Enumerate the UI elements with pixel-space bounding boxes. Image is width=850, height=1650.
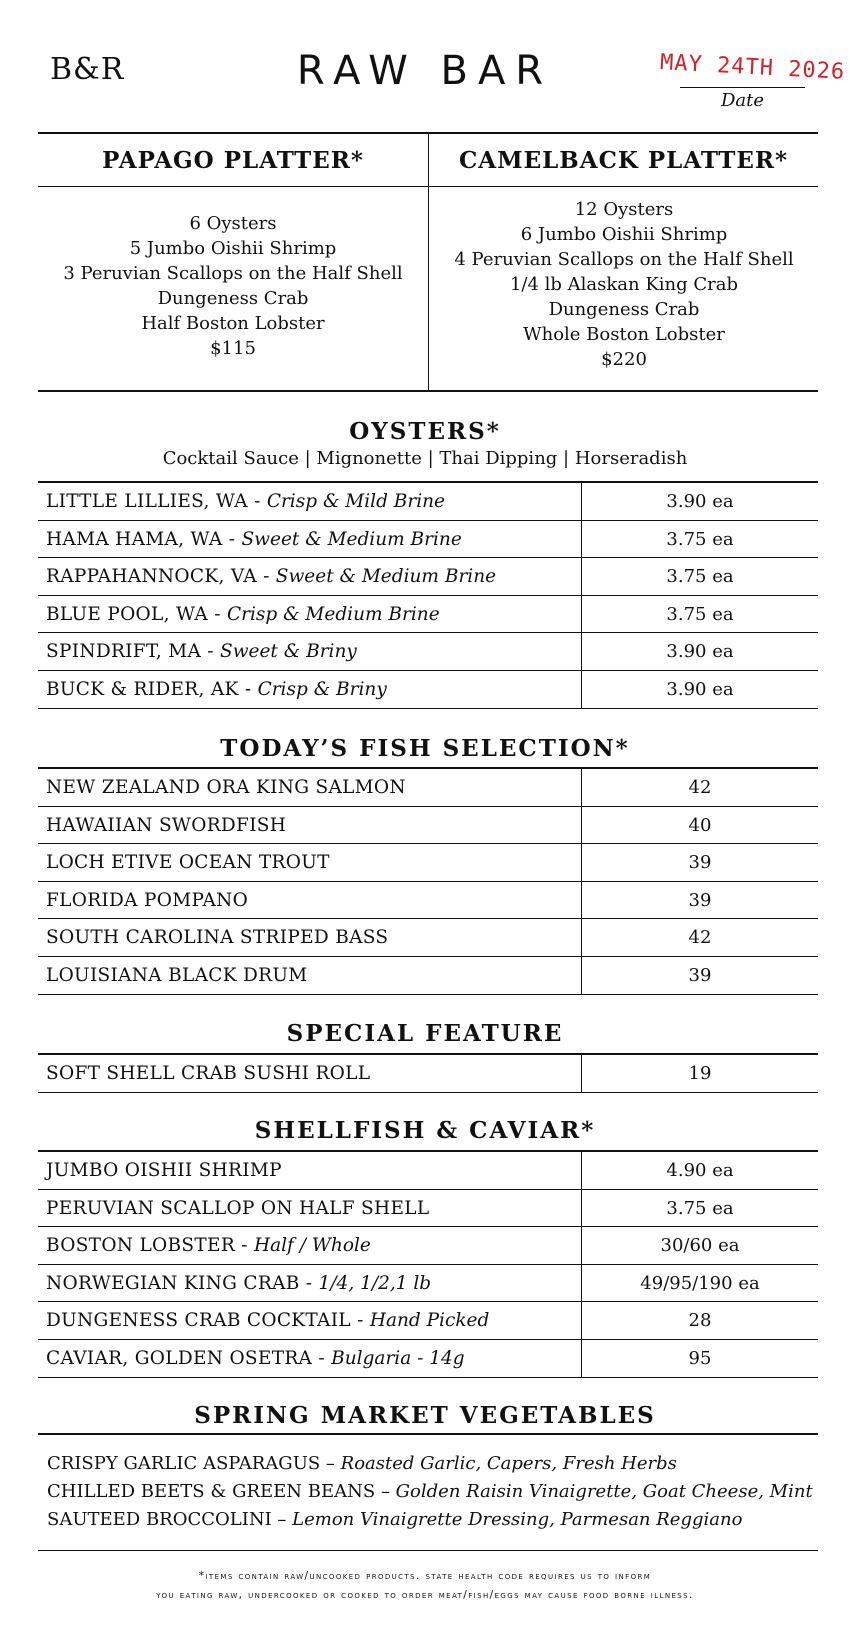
menu-row [38, 807, 818, 845]
menu-row [38, 1340, 818, 1378]
oysters-table [38, 481, 818, 709]
item-name: HAWAIIAN SWORDFISH [46, 814, 287, 836]
item-description: Crisp & Mild Brine [266, 491, 446, 512]
item-price: 42 [688, 777, 712, 798]
item-name-cell [38, 1190, 582, 1227]
platter-item: 5 Jumbo Oishii Shrimp [129, 238, 337, 259]
item-description: Crisp & Briny [257, 678, 387, 700]
vegetable-item [47, 1506, 827, 1534]
menu-row [38, 1055, 818, 1093]
vegetable-desc: Lemon Vinaigrette Dressing, Parmesan Reggiano [292, 1509, 743, 1530]
item-name: JUMBO OISHII SHRIMP [46, 1160, 282, 1181]
menu-row [38, 1265, 818, 1303]
platter-item: 6 Oysters [189, 213, 277, 234]
platter-item: 12 Oysters [574, 199, 674, 220]
platter-item: 4 Peruvian Scallops on the Half Shell [454, 249, 794, 270]
item-description: Sweet & Medium Brine [241, 528, 462, 550]
item-description: 1/4, 1/2,1 lb [318, 1272, 432, 1294]
item-name: SOFT SHELL CRAB SUSHI ROLL [46, 1063, 371, 1084]
platter-papago [38, 133, 428, 390]
vegetable-name: SAUTEED BROCCOLINI – [47, 1509, 293, 1530]
platter-camelback [428, 133, 818, 390]
item-price: 3.75 ea [666, 528, 734, 550]
menu-row [38, 521, 818, 559]
platter-item: Dungeness Crab [157, 288, 309, 309]
item-name: SOUTH CAROLINA STRIPED BASS [46, 927, 389, 949]
vegetable-name: CHILLED BEETS & GREEN BEANS – [47, 1481, 396, 1502]
item-name: FLORIDA POMPANO [46, 889, 249, 911]
page-title: RAW BAR [296, 48, 554, 94]
platter-item: Half Boston Lobster [141, 313, 325, 334]
item-name-cell [38, 483, 582, 520]
item-price: 4.90 ea [666, 1160, 734, 1181]
item-name-cell [38, 1340, 582, 1377]
menu-row [38, 596, 818, 634]
platter-item: 1/4 lb Alaskan King Crab [509, 274, 739, 295]
vegetables-list [47, 1450, 827, 1534]
platter-price: $220 [601, 349, 647, 370]
item-name-cell [38, 882, 582, 919]
item-description: Sweet & Briny [220, 641, 357, 663]
date-label: Date [720, 90, 765, 111]
platter-item: 3 Peruvian Scallops on the Half Shell [63, 263, 403, 284]
item-name-cell [38, 957, 582, 994]
item-name-cell [38, 1265, 582, 1302]
item-name-cell [38, 521, 582, 558]
fish-table [38, 767, 818, 995]
item-description: Half / Whole [253, 1235, 371, 1257]
item-name-cell [38, 671, 582, 708]
section-title-fish: TODAY’S FISH SELECTION* [220, 735, 630, 762]
date-underline [680, 87, 805, 88]
item-name-cell [38, 633, 582, 670]
vegetable-desc: Golden Raisin Vinaigrette, Goat Cheese, Mint [395, 1481, 813, 1502]
oyster-sauces: Cocktail Sauce | Mignonette | Thai Dipping | Horseradish [162, 448, 688, 469]
item-price: 39 [688, 852, 712, 874]
item-price: 3.75 ea [666, 1197, 734, 1219]
item-name-cell [38, 1152, 582, 1189]
item-price: 3.90 ea [666, 678, 734, 700]
item-name: BLUE POOL, WA - [46, 603, 227, 625]
vegetable-item [47, 1450, 827, 1478]
item-name: BUCK & RIDER, AK - [46, 678, 258, 700]
menu-row [38, 769, 818, 807]
section-title-vegetables: SPRING MARKET VEGETABLES [194, 1402, 656, 1429]
vegetable-item [47, 1478, 827, 1506]
item-name: CAVIAR, GOLDEN OSETRA - [46, 1347, 332, 1369]
item-price: 42 [688, 927, 712, 949]
item-name: SPINDRIFT, MA - [46, 641, 221, 663]
item-price: 49/95/190 ea [640, 1272, 760, 1294]
divider-platters-bottom [38, 390, 818, 392]
vegetable-desc: Roasted Garlic, Capers, Fresh Herbs [340, 1453, 677, 1474]
item-name: RAPPAHANNOCK, VA - [46, 566, 276, 588]
item-name: LITTLE LILLIES, WA - [46, 491, 267, 512]
item-description: Hand Picked [369, 1310, 490, 1332]
special-table [38, 1053, 818, 1093]
menu-row [38, 957, 818, 995]
menu-row [38, 882, 818, 920]
menu-row [38, 844, 818, 882]
section-title-special: SPECIAL FEATURE [286, 1020, 564, 1047]
item-name-cell [38, 844, 582, 881]
menu-row [38, 919, 818, 957]
platter-item: Whole Boston Lobster [523, 324, 725, 345]
platter-name: PAPAGO PLATTER* [102, 147, 364, 174]
item-price: 3.90 ea [666, 491, 734, 512]
divider-disclaimer [38, 1550, 818, 1551]
platters-section [38, 133, 818, 390]
item-description: Crisp & Medium Brine [226, 603, 440, 625]
vegetable-name: CRISPY GARLIC ASPARAGUS – [47, 1453, 341, 1474]
item-price: 3.90 ea [666, 641, 734, 663]
item-name: BOSTON LOBSTER - [46, 1235, 254, 1257]
item-description: Bulgaria - 14g [331, 1347, 465, 1369]
brand-logo: B&R [50, 52, 125, 87]
item-price: 30/60 ea [660, 1235, 740, 1257]
item-name-cell [38, 596, 582, 633]
menu-row [38, 633, 818, 671]
item-name-cell [38, 1055, 582, 1092]
platter-price: $115 [210, 338, 256, 359]
item-name: DUNGENESS CRAB COCKTAIL - [46, 1310, 370, 1332]
section-title-shellfish: SHELLFISH & CAVIAR* [254, 1117, 596, 1144]
menu-row [38, 1152, 818, 1190]
item-price: 39 [688, 889, 712, 911]
item-name: LOUISIANA BLACK DRUM [46, 964, 308, 986]
date-stamp: MAY 24TH 2026 [659, 50, 846, 85]
item-name: LOCH ETIVE OCEAN TROUT [46, 852, 330, 874]
item-name-cell [38, 807, 582, 844]
item-name-cell [38, 1227, 582, 1264]
item-name-cell [38, 1302, 582, 1339]
item-description: Sweet & Medium Brine [275, 566, 497, 588]
item-price: 39 [688, 964, 712, 986]
item-name-cell [38, 919, 582, 956]
item-price: 3.75 ea [666, 603, 734, 625]
menu-row [38, 558, 818, 596]
item-name-cell [38, 769, 582, 806]
item-name-cell [38, 558, 582, 595]
menu-row [38, 483, 818, 521]
shellfish-table [38, 1150, 818, 1378]
platter-divider [38, 186, 818, 187]
divider-vegetables [38, 1433, 818, 1435]
disclaimer-line-1: *items contain raw/uncooked products. state health code requires us to inform [198, 1570, 652, 1582]
item-name: NORWEGIAN KING CRAB - [46, 1272, 319, 1294]
item-price: 19 [688, 1063, 712, 1084]
item-name: NEW ZEALAND ORA KING SALMON [46, 777, 406, 798]
menu-row [38, 1190, 818, 1228]
disclaimer-line-2: you eating raw, undercooked or cooked to order meat/fish/eggs may cause food borne illness. [156, 1589, 694, 1601]
item-price: 3.75 ea [666, 566, 734, 588]
item-name: PERUVIAN SCALLOP ON HALF SHELL [46, 1197, 430, 1219]
platter-items [429, 197, 819, 372]
section-title-oysters: OYSTERS* [349, 418, 501, 445]
item-price: 95 [688, 1347, 712, 1369]
item-name: HAMA HAMA, WA - [46, 528, 242, 550]
item-price: 40 [688, 814, 712, 836]
menu-row [38, 1227, 818, 1265]
platter-name: CAMELBACK PLATTER* [458, 147, 789, 174]
menu-row [38, 1302, 818, 1340]
item-price: 28 [688, 1310, 712, 1332]
menu-header [0, 0, 850, 125]
platter-items [38, 211, 428, 361]
platter-item: 6 Jumbo Oishii Shrimp [520, 224, 728, 245]
platter-item: Dungeness Crab [548, 299, 700, 320]
menu-row [38, 671, 818, 709]
